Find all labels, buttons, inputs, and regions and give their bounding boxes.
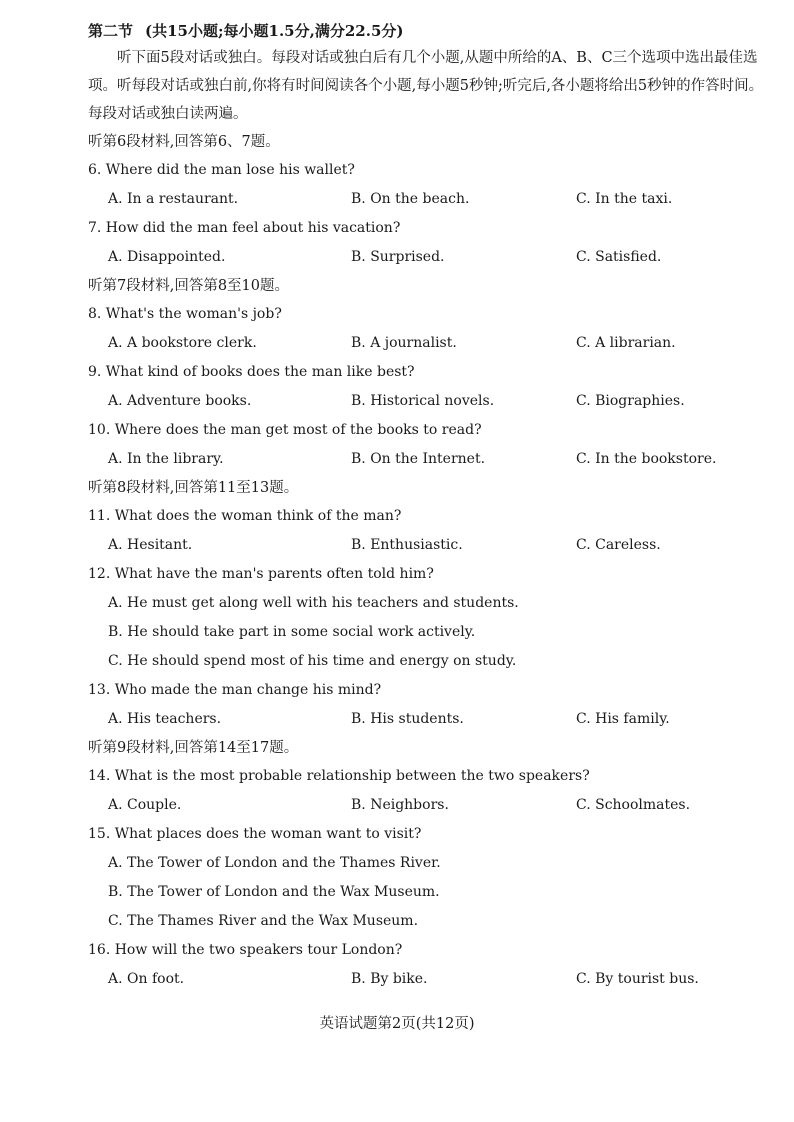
- question-7-options: [88, 243, 768, 272]
- question-8-stem: 8. What's the woman's job?: [88, 306, 282, 322]
- option-b: B. Enthusiastic.: [351, 537, 463, 553]
- question-10-stem: 10. Where does the man get most of the books to read?: [88, 422, 482, 438]
- section-header: [88, 18, 768, 44]
- question-15-option-b: B. The Tower of London and the Wax Museum.: [108, 884, 440, 900]
- option-a: A. His teachers.: [108, 711, 222, 727]
- option-a: A. Hesitant.: [108, 537, 193, 553]
- question-10-options: [88, 445, 768, 474]
- group-heading-9: 听第9段材料,回答第14至17题。: [88, 740, 299, 756]
- question-11-options: [88, 531, 768, 560]
- question-14-options: [88, 791, 768, 820]
- group-heading-7: 听第7段材料,回答第8至10题。: [88, 278, 290, 294]
- option-c: C. Schoolmates.: [576, 797, 691, 813]
- group-heading-8: 听第8段材料,回答第11至13题。: [88, 480, 299, 496]
- question-12-option-a: A. He must get along well with his teachers and students.: [108, 595, 519, 611]
- section-instructions: 听下面5段对话或独白。每段对话或独白后有几个小题,从题中所给的A、B、C三个选项中选出最佳选项。听每段对话或独白前,你将有时间阅读各个小题,每小题5秒钟;听完后,各小题将给出5秒钟的作答时间。每段对话或独白读两遍。: [88, 50, 764, 122]
- section-title: 第二节: [88, 22, 134, 40]
- option-b: B. A journalist.: [351, 335, 457, 351]
- question-13-options: [88, 705, 768, 734]
- option-c: C. In the taxi.: [576, 191, 673, 207]
- question-13-stem: 13. Who made the man change his mind?: [88, 682, 382, 698]
- option-a: A. Couple.: [108, 797, 182, 813]
- option-b: B. Surprised.: [351, 249, 445, 265]
- option-c: C. A librarian.: [576, 335, 676, 351]
- option-c: C. Careless.: [576, 537, 661, 553]
- option-c: C. Satisfied.: [576, 249, 662, 265]
- option-b: B. On the beach.: [351, 191, 470, 207]
- option-b: B. Neighbors.: [351, 797, 449, 813]
- question-6-stem: 6. Where did the man lose his wallet?: [88, 162, 355, 178]
- question-12-stem: 12. What have the man's parents often told him?: [88, 566, 434, 582]
- exam-page: [88, 18, 768, 994]
- option-a: A. Disappointed.: [108, 249, 226, 265]
- question-15-stem: 15. What places does the woman want to visit?: [88, 826, 422, 842]
- option-a: A. A bookstore clerk.: [108, 335, 257, 351]
- section-spec: (共15小题;每小题1.5分,满分22.5分): [145, 22, 404, 40]
- option-b: B. His students.: [351, 711, 464, 727]
- group-heading-6: 听第6段材料,回答第6、7题。: [88, 134, 280, 150]
- option-a: A. Adventure books.: [108, 393, 252, 409]
- question-9-options: [88, 387, 768, 416]
- question-15-option-c: C. The Thames River and the Wax Museum.: [108, 913, 419, 929]
- option-a: A. In a restaurant.: [108, 191, 239, 207]
- option-c: C. By tourist bus.: [576, 971, 699, 987]
- option-b: B. By bike.: [351, 971, 428, 987]
- question-8-options: [88, 329, 768, 358]
- page-footer: 英语试题第2页(共12页): [319, 1016, 475, 1032]
- question-12-option-c: C. He should spend most of his time and energy on study.: [108, 653, 517, 669]
- question-16-stem: 16. How will the two speakers tour London?: [88, 942, 403, 958]
- option-c: C. In the bookstore.: [576, 451, 717, 467]
- question-16-options: [88, 965, 768, 994]
- question-7-stem: 7. How did the man feel about his vacation?: [88, 220, 401, 236]
- option-b: B. On the Internet.: [351, 451, 486, 467]
- question-15-option-a: A. The Tower of London and the Thames River.: [108, 855, 441, 871]
- option-a: A. On foot.: [108, 971, 185, 987]
- option-c: C. His family.: [576, 711, 670, 727]
- option-a: A. In the library.: [108, 451, 224, 467]
- question-12-option-b: B. He should take part in some social work actively.: [108, 624, 476, 640]
- question-11-stem: 11. What does the woman think of the man?: [88, 508, 402, 524]
- question-14-stem: 14. What is the most probable relationship between the two speakers?: [88, 768, 590, 784]
- question-6-options: [88, 185, 768, 214]
- option-b: B. Historical novels.: [351, 393, 495, 409]
- question-9-stem: 9. What kind of books does the man like best?: [88, 364, 415, 380]
- option-c: C. Biographies.: [576, 393, 685, 409]
